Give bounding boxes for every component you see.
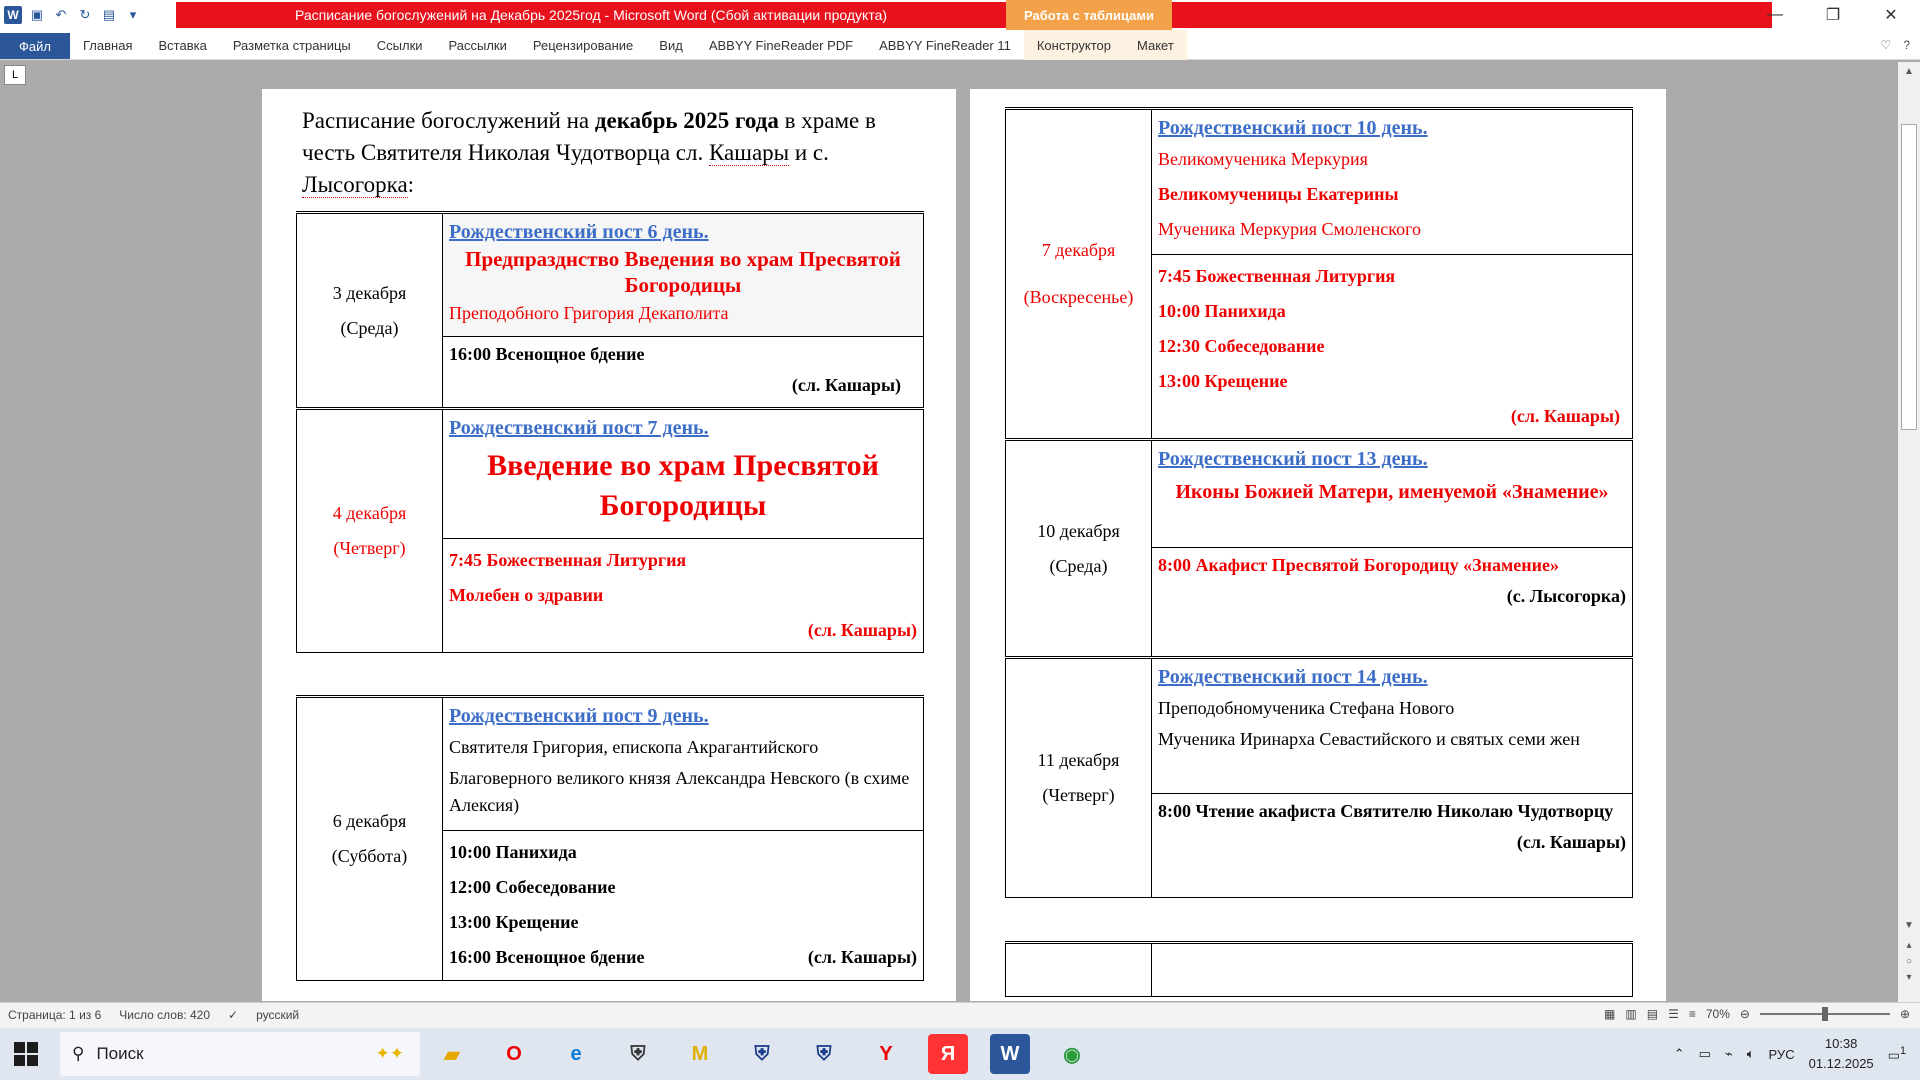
- date-cell-dec6: 6 декабря (Суббота): [297, 697, 443, 981]
- zoom-in-icon[interactable]: ⊕: [1899, 1007, 1910, 1021]
- services-dec3: 16:00 Всенощное бдение (сл. Кашары): [443, 337, 924, 409]
- outline-icon[interactable]: ☰: [1668, 1007, 1679, 1021]
- day-info-dec4: Рождественский пост 7 день. Введение во храм Пресвятой Богородицы: [443, 409, 924, 539]
- zoom-slider-knob[interactable]: [1822, 1007, 1828, 1021]
- schedule-table-dec3-4: [296, 211, 924, 653]
- services-dec6: 10:00 Панихида 12:00 Собеседование 13:00 Крещение 16:00 Всенощное бдение (сл. Кашары): [443, 831, 924, 981]
- web-layout-icon[interactable]: ▤: [1646, 1007, 1659, 1021]
- tab-layout[interactable]: Макет: [1124, 30, 1187, 60]
- schedule-table-next: [1005, 941, 1633, 997]
- word-count[interactable]: Число слов: 420: [119, 1008, 211, 1022]
- services-dec11: 8:00 Чтение акафиста Святителю Николаю Чудотворцу (сл. Кашары): [1152, 794, 1633, 898]
- app-shield3-icon[interactable]: ⛨: [816, 1042, 832, 1065]
- redo-icon[interactable]: ↻: [79, 7, 91, 22]
- quick-access-toolbar: [0, 0, 142, 30]
- tab-abbyy-11[interactable]: ABBYY FineReader 11: [879, 37, 1011, 53]
- app-m-icon[interactable]: M: [691, 1042, 709, 1065]
- prev-page-icon[interactable]: ▴: [1906, 940, 1912, 951]
- window-controls: [1746, 0, 1920, 30]
- date-cell-dec3: 3 декабря (Среда): [297, 213, 443, 409]
- document-page-2[interactable]: [970, 89, 1666, 1001]
- scroll-up-icon[interactable]: ▲: [1904, 66, 1914, 77]
- windows-start-icon[interactable]: [14, 1042, 38, 1066]
- notifications-icon[interactable]: ▭$^1$: [1887, 1044, 1906, 1063]
- app-shield-icon[interactable]: ⛨: [630, 1042, 646, 1065]
- zoom-level[interactable]: 70%: [1705, 1007, 1730, 1021]
- services-dec7: 7:45 Божественная Литургия 10:00 Панихида 12:30 Собеседование 13:00 Крещение (сл. Кашары): [1152, 255, 1633, 440]
- undo-icon[interactable]: ↶: [55, 7, 67, 22]
- table-tools-context-tab: Работа с таблицами: [1006, 0, 1172, 30]
- scrollbar-thumb[interactable]: [1901, 124, 1917, 430]
- edge-icon[interactable]: e: [570, 1042, 582, 1065]
- network-icon[interactable]: ⌁: [1724, 1046, 1733, 1061]
- day-info-dec10: Рождественский пост 13 день. Иконы Божией Матери, именуемой «Знамение»: [1152, 440, 1633, 548]
- help-icon[interactable]: ?: [1903, 38, 1910, 52]
- next-page-icon[interactable]: ▾: [1906, 972, 1912, 983]
- sparkle-icon: ✦✦: [375, 1044, 404, 1063]
- tab-selector-button[interactable]: L: [4, 65, 26, 85]
- vertical-scrollbar[interactable]: [1898, 62, 1920, 1002]
- expand-ribbon-icon[interactable]: ♡: [1880, 38, 1892, 52]
- app-shield2-icon[interactable]: ⛨: [754, 1042, 770, 1065]
- print-preview-icon[interactable]: ▤: [102, 7, 116, 22]
- battery-icon[interactable]: ▭: [1698, 1046, 1711, 1061]
- tab-view[interactable]: Вид: [659, 37, 683, 53]
- tab-insert[interactable]: Вставка: [158, 37, 207, 53]
- close-button[interactable]: ✕: [1884, 7, 1898, 24]
- customize-qat-icon[interactable]: ▾: [129, 7, 137, 22]
- print-layout-icon[interactable]: ▦: [1604, 1007, 1616, 1021]
- document-page-1[interactable]: [262, 89, 956, 1001]
- taskbar: [0, 1028, 1920, 1080]
- scroll-down-icon[interactable]: ▼: [1904, 920, 1914, 931]
- schedule-table-dec7-11: [1005, 107, 1633, 898]
- word-logo-icon[interactable]: W: [4, 6, 22, 24]
- day-info-dec11: Рождественский пост 14 день. Преподобномученика Стефана Нового Мученика Иринарха Севастийского и святых семи жен: [1152, 658, 1633, 794]
- tab-page-layout[interactable]: Разметка страницы: [232, 37, 351, 53]
- volume-icon[interactable]: 🔈︎: [1746, 1046, 1755, 1061]
- tab-references[interactable]: Ссылки: [376, 37, 423, 53]
- word-taskbar-icon[interactable]: W: [990, 1034, 1030, 1074]
- day-info-dec6: Рождественский пост 9 день. Святителя Григория, епископа Акрагантийского Благоверного великого князя Александра Невского (в схиме Алексия): [443, 697, 924, 831]
- search-label: Поиск: [96, 1044, 144, 1063]
- date-cell-dec11: 11 декабря (Четверг): [1006, 658, 1152, 898]
- zoom-slider[interactable]: [1760, 1013, 1890, 1015]
- page-count[interactable]: Страница: 1 из 6: [8, 1008, 102, 1022]
- draft-icon[interactable]: ≡: [1688, 1007, 1696, 1021]
- window-title: Расписание богослужений на Декабрь 2025год - Microsoft Word (Сбой активации продукта): [176, 2, 1006, 28]
- file-explorer-icon[interactable]: ▰: [444, 1043, 460, 1066]
- input-language[interactable]: РУС: [1768, 1046, 1795, 1062]
- tab-home[interactable]: Главная: [83, 37, 133, 53]
- services-dec4: 7:45 Божественная Литургия Молебен о здравии (сл. Кашары): [443, 539, 924, 653]
- chrome-icon[interactable]: ◉: [1063, 1043, 1081, 1066]
- ribbon-tabs: [0, 30, 1920, 60]
- tab-design[interactable]: Конструктор: [1024, 30, 1124, 60]
- save-icon[interactable]: ▣: [30, 7, 44, 22]
- day-info-dec7: Рождественский пост 10 день. Великомученика Меркурия Великомученицы Екатерины Мученика Меркурия Смоленского: [1152, 109, 1633, 255]
- yandex-icon[interactable]: Я: [928, 1034, 968, 1074]
- tray-chevron-icon[interactable]: ⌃: [1673, 1046, 1685, 1061]
- minimize-button[interactable]: —: [1767, 6, 1783, 23]
- spellcheck-icon[interactable]: ✓: [228, 1008, 239, 1022]
- reading-mode-icon[interactable]: ▥: [1625, 1007, 1637, 1021]
- title-bar: [0, 0, 1920, 30]
- restore-button[interactable]: ❐: [1825, 7, 1841, 24]
- date-cell-dec4: 4 декабря (Четверг): [297, 409, 443, 653]
- language-indicator[interactable]: русский: [256, 1008, 300, 1022]
- status-bar: [0, 1002, 1920, 1028]
- schedule-table-dec6: [296, 695, 924, 981]
- clock[interactable]: 10:38 01.12.2025: [1808, 1036, 1874, 1071]
- empty-date-cell: [1006, 943, 1152, 997]
- taskbar-search[interactable]: [60, 1032, 420, 1076]
- ruler-strip: [0, 61, 1920, 89]
- search-icon: ⚲: [72, 1044, 85, 1063]
- browse-object-icon[interactable]: ○: [1905, 956, 1913, 967]
- tab-review[interactable]: Рецензирование: [532, 37, 634, 53]
- services-dec10: 8:00 Акафист Пресвятой Богородицу «Знамение» (с. Лысогорка): [1152, 548, 1633, 658]
- opera-icon[interactable]: O: [506, 1042, 522, 1065]
- date-cell-dec7: 7 декабря (Воскресенье): [1006, 109, 1152, 440]
- zoom-out-icon[interactable]: ⊖: [1739, 1007, 1750, 1021]
- day-info-dec3: Рождественский пост 6 день. Предпразднство Введения во храм Пресвятой Богородицы Преподобного Григория Декаполита: [443, 213, 924, 337]
- tab-mailings[interactable]: Рассылки: [448, 37, 507, 53]
- empty-info-cell: [1152, 943, 1633, 997]
- date-cell-dec10: 10 декабря (Среда): [1006, 440, 1152, 658]
- title-bar-fill: [1172, 2, 1772, 28]
- tab-abbyy-pdf[interactable]: ABBYY FineReader PDF: [708, 37, 854, 53]
- document-heading: Расписание богослужений на декабрь 2025 года в храме в честь Святителя Николая Чудотворца сл. Кашары и с. Лысогорка:: [302, 108, 876, 197]
- file-tab[interactable]: Файл: [0, 33, 70, 59]
- yandex-browser-icon[interactable]: Y: [879, 1042, 893, 1065]
